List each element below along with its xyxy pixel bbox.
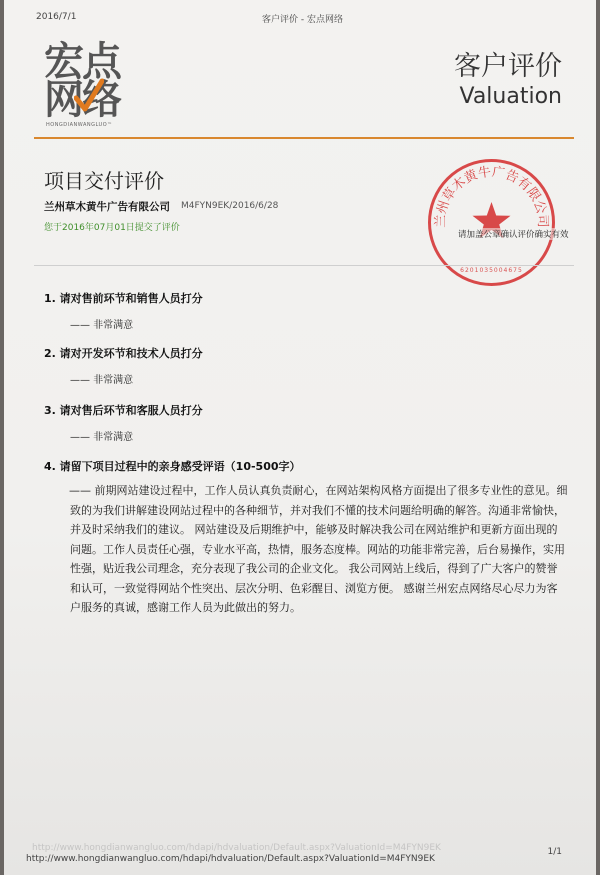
section-title: 项目交付评价 bbox=[44, 169, 164, 193]
question-2: 2. 请对开发环节和技术人员打分 bbox=[44, 347, 203, 360]
header-title-cn: 客户评价 bbox=[454, 51, 562, 82]
logo-line-1: 宏点 bbox=[44, 39, 120, 85]
submission-status: 您于2016年07月01日提交了评价 bbox=[44, 223, 180, 233]
company-seal-stamp bbox=[424, 155, 559, 290]
print-page-title: 客户评价 - 宏点网络 bbox=[262, 15, 343, 25]
logo-line-2: 网络 bbox=[44, 77, 120, 123]
project-code: M4FYN9EK/2016/6/28 bbox=[181, 201, 279, 211]
question-1: 1. 请对售前环节和销售人员打分 bbox=[44, 292, 203, 305]
footer-url-ghost: http://www.hongdianwangluo.com/hdapi/hdvaluation/Default.aspx?ValuationId=M4FYN9EK bbox=[32, 843, 441, 853]
question-3: 3. 请对售后环节和客服人员打分 bbox=[44, 404, 203, 417]
answer-1: —— 非常满意 bbox=[70, 320, 134, 331]
answer-2: —— 非常满意 bbox=[70, 375, 134, 386]
question-4: 4. 请留下项目过程中的亲身感受评语（10-500字） bbox=[44, 460, 301, 473]
page-number: 1/1 bbox=[547, 847, 562, 857]
content-divider bbox=[34, 265, 574, 266]
company-name: 兰州草木黄牛广告有限公司 bbox=[44, 201, 170, 213]
answer-3: —— 非常满意 bbox=[70, 432, 134, 443]
svg-text:兰州草木黄牛广告有限公司: 兰州草木黄牛广告有限公司 bbox=[433, 164, 550, 228]
stamp-note: 请加盖公章确认评价确实有效 bbox=[458, 230, 569, 240]
footer-url: http://www.hongdianwangluo.com/hdapi/hdvaluation/Default.aspx?ValuationId=M4FYN9EK bbox=[26, 854, 435, 864]
hongdian-logo bbox=[44, 39, 154, 130]
svg-text:6201035004675: 6201035004675 bbox=[460, 267, 523, 274]
document-page bbox=[4, 0, 596, 875]
logo-subtitle: HONGDIANWANGLUO™ bbox=[46, 122, 113, 128]
header-title-en: Valuation bbox=[459, 84, 562, 109]
review-comment: —— 前期网站建设过程中，工作人员认真负责耐心，在网站架构风格方面提出了很多专业性的意见。细致的为我们讲解建设网站过程中的各种细节，并对我们不懂的技术问题给明确的解答。沟通非常愉快，并及时采纳我们的建议。 网站建设及后期维护中，能够及时解决我公司在网站维护和更新方面出现的问题。工作人员责任心强，专业水平高，热情，服务态度棒。网站的功能非常完善，后台易操作，实用性强，贴近我公司理念，充分表现了我公司的企业文化。 我公司网站上线后，得到了广大客户的赞誉和认可，一致觉得网站个性突出、层次分明、色彩醒目、浏览方便。 感谢兰州宏点网络尽心尽力为客户服务的真诚，感谢工作人员为此做出的努力。 bbox=[69, 484, 568, 614]
print-date: 2016/7/1 bbox=[36, 12, 77, 22]
checkmark-icon bbox=[74, 78, 104, 114]
header-divider bbox=[34, 137, 574, 139]
